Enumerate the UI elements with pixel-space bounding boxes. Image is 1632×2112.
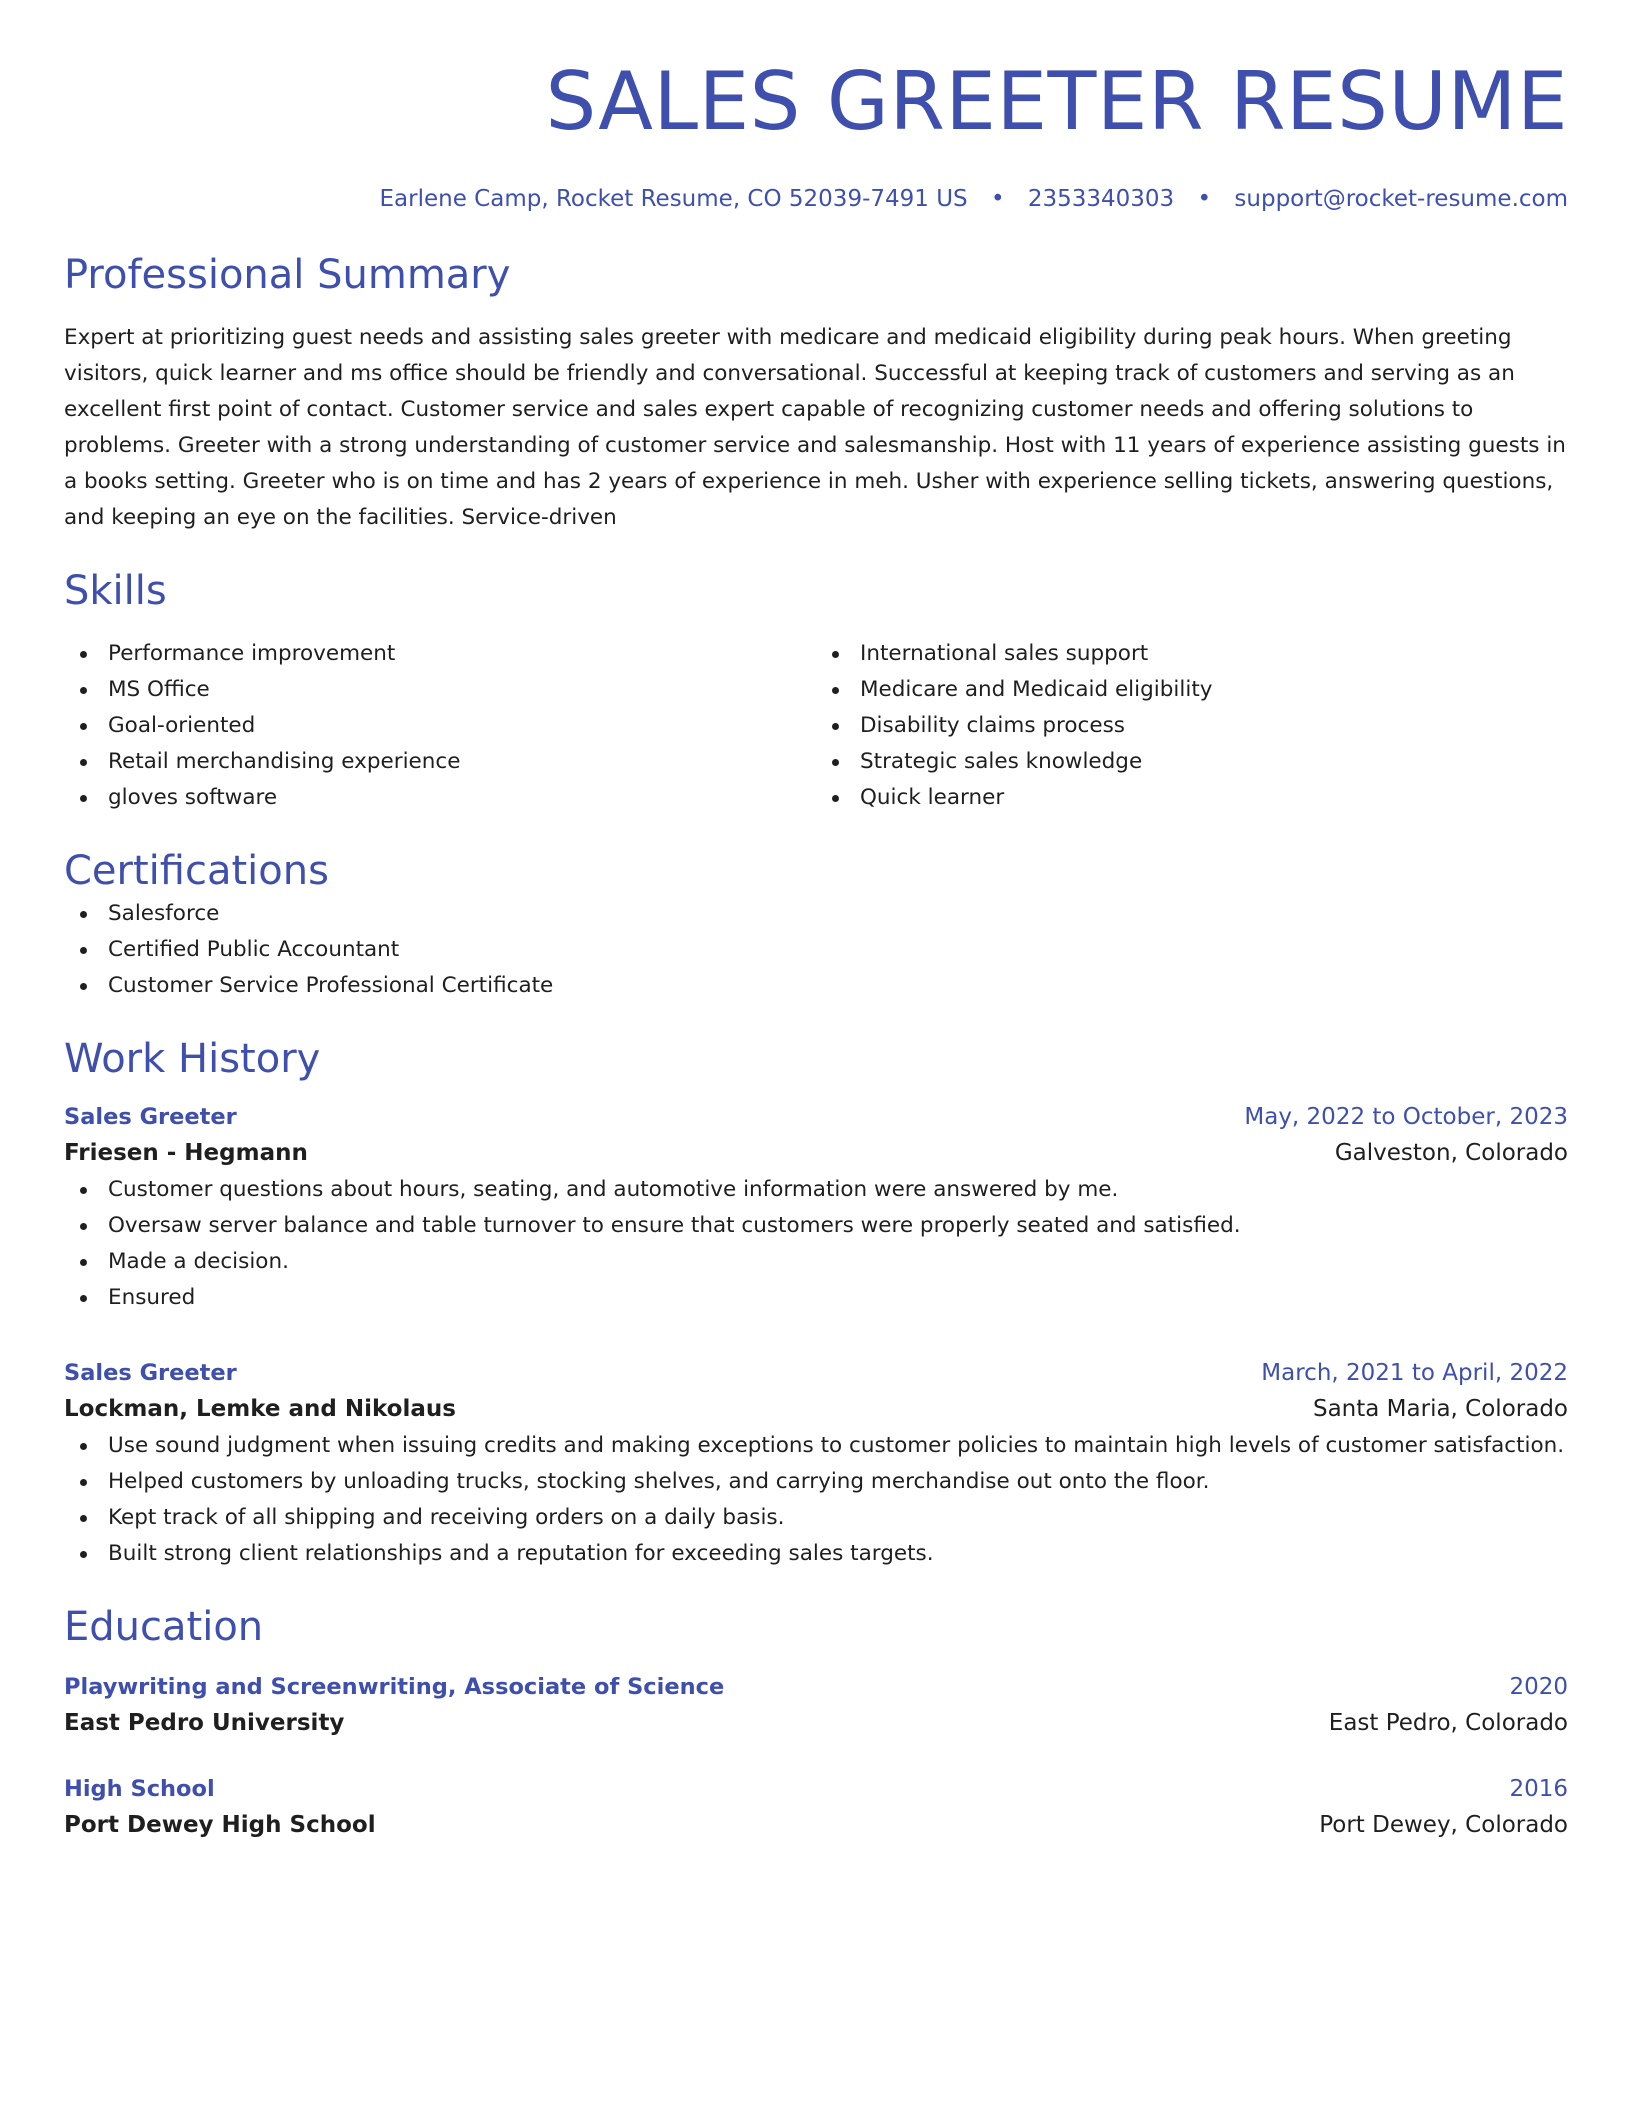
job-company: Lockman, Lemke and Nikolaus xyxy=(64,1396,456,1422)
education-entry xyxy=(64,1772,1568,1844)
skill-item: gloves software xyxy=(64,780,816,816)
skills-list-left xyxy=(64,636,816,816)
certifications-heading: Certifications xyxy=(64,848,329,894)
education-entry xyxy=(64,1670,1568,1742)
job-duty: Helped customers by unloading trucks, stocking shelves, and carrying merchandise out onto the floor. xyxy=(64,1464,1568,1500)
skills-heading: Skills xyxy=(64,568,167,614)
skill-item: MS Office xyxy=(64,672,816,708)
education-heading: Education xyxy=(64,1604,264,1650)
education-degree: Playwriting and Screenwriting, Associate of Science xyxy=(64,1674,725,1700)
job-title: Sales Greeter xyxy=(64,1104,237,1130)
summary-text: Expert at prioritizing guest needs and assisting sales greeter with medicare and medicaid eligibility during peak hours. When greeting visitors, quick learner and ms office should be friendly and conversational. Successful at keeping track of customers and serving as an excellent first point of contact. Customer service and sales expert capable of recognizing customer needs and offering solutions to problems. Greeter with a strong understanding of customer service and salesmanship. Host with 11 years of experience assisting guests in a books setting. Greeter who is on time and has 2 years of experience in meh. Usher with experience selling tickets, answering questions, and keeping an eye on the facilities. Service-driven xyxy=(64,325,1566,530)
job-duty: Ensured xyxy=(64,1280,1568,1316)
skills-section xyxy=(64,566,1568,816)
education-year: 2016 xyxy=(1509,1776,1568,1802)
education-school: Port Dewey High School xyxy=(64,1812,376,1838)
job-dates: May, 2022 to October, 2023 xyxy=(1244,1104,1568,1130)
skills-columns xyxy=(64,636,1568,816)
education-school: East Pedro University xyxy=(64,1710,345,1736)
work-history-section xyxy=(64,1034,1568,1572)
skill-item: Retail merchandising experience xyxy=(64,744,816,780)
certification-item: Customer Service Professional Certificate xyxy=(64,968,1568,1004)
contact-separator: • xyxy=(1197,186,1212,212)
contact-email[interactable]: support@rocket-resume.com xyxy=(1234,186,1568,212)
education-school-row xyxy=(64,1704,1568,1742)
job-company-row xyxy=(64,1390,1568,1428)
contact-separator: • xyxy=(990,186,1005,212)
education-location: East Pedro, Colorado xyxy=(1328,1710,1568,1736)
job-duty: Made a decision. xyxy=(64,1244,1568,1280)
education-degree: High School xyxy=(64,1776,215,1802)
job-duties-list xyxy=(64,1428,1568,1572)
skill-item: Medicare and Medicaid eligibility xyxy=(816,672,1568,708)
job-location: Galveston, Colorado xyxy=(1334,1140,1568,1166)
education-degree-row xyxy=(64,1670,1568,1704)
skill-item: International sales support xyxy=(816,636,1568,672)
certifications-section xyxy=(64,846,1568,1004)
skills-column-left xyxy=(64,636,816,816)
job-location: Santa Maria, Colorado xyxy=(1312,1396,1568,1422)
job-dates: March, 2021 to April, 2022 xyxy=(1261,1360,1568,1386)
job-duty: Customer questions about hours, seating, and automotive information were answered by me. xyxy=(64,1172,1568,1208)
contact-address: Earlene Camp, Rocket Resume, CO 52039-7491 US xyxy=(379,186,968,212)
certifications-list xyxy=(64,896,1568,1004)
job-duty: Built strong client relationships and a reputation for exceeding sales targets. xyxy=(64,1536,1568,1572)
certification-item: Certified Public Accountant xyxy=(64,932,1568,968)
job-duties-list xyxy=(64,1172,1568,1316)
education-location: Port Dewey, Colorado xyxy=(1319,1812,1568,1838)
summary-section xyxy=(64,250,1568,536)
skill-item: Disability claims process xyxy=(816,708,1568,744)
skill-item: Strategic sales knowledge xyxy=(816,744,1568,780)
job-duty: Kept track of all shipping and receiving orders on a daily basis. xyxy=(64,1500,1568,1536)
work-history-heading: Work History xyxy=(64,1036,321,1082)
education-section xyxy=(64,1602,1568,1844)
resume-header xyxy=(64,54,1568,214)
job-entry xyxy=(64,1356,1568,1572)
job-duty: Oversaw server balance and table turnover to ensure that customers were properly seated and satisfied. xyxy=(64,1208,1568,1244)
job-title-row xyxy=(64,1100,1568,1134)
certification-item: Salesforce xyxy=(64,896,1568,932)
skills-list-right xyxy=(816,636,1568,816)
job-title-row xyxy=(64,1356,1568,1390)
contact-phone: 2353340303 xyxy=(1027,186,1175,212)
job-duty: Use sound judgment when issuing credits and making exceptions to customer policies to maintain high levels of customer satisfaction. xyxy=(64,1428,1568,1464)
skill-item: Goal-oriented xyxy=(64,708,816,744)
resume-title: SALES GREETER RESUME xyxy=(545,55,1568,148)
contact-line xyxy=(64,184,1568,214)
job-entry xyxy=(64,1100,1568,1316)
job-company: Friesen - Hegmann xyxy=(64,1140,308,1166)
job-company-row xyxy=(64,1134,1568,1172)
skills-column-right xyxy=(816,636,1568,816)
education-degree-row xyxy=(64,1772,1568,1806)
skill-item: Performance improvement xyxy=(64,636,816,672)
job-title: Sales Greeter xyxy=(64,1360,237,1386)
education-school-row xyxy=(64,1806,1568,1844)
skill-item: Quick learner xyxy=(816,780,1568,816)
education-year: 2020 xyxy=(1509,1674,1568,1700)
summary-heading: Professional Summary xyxy=(64,252,511,298)
